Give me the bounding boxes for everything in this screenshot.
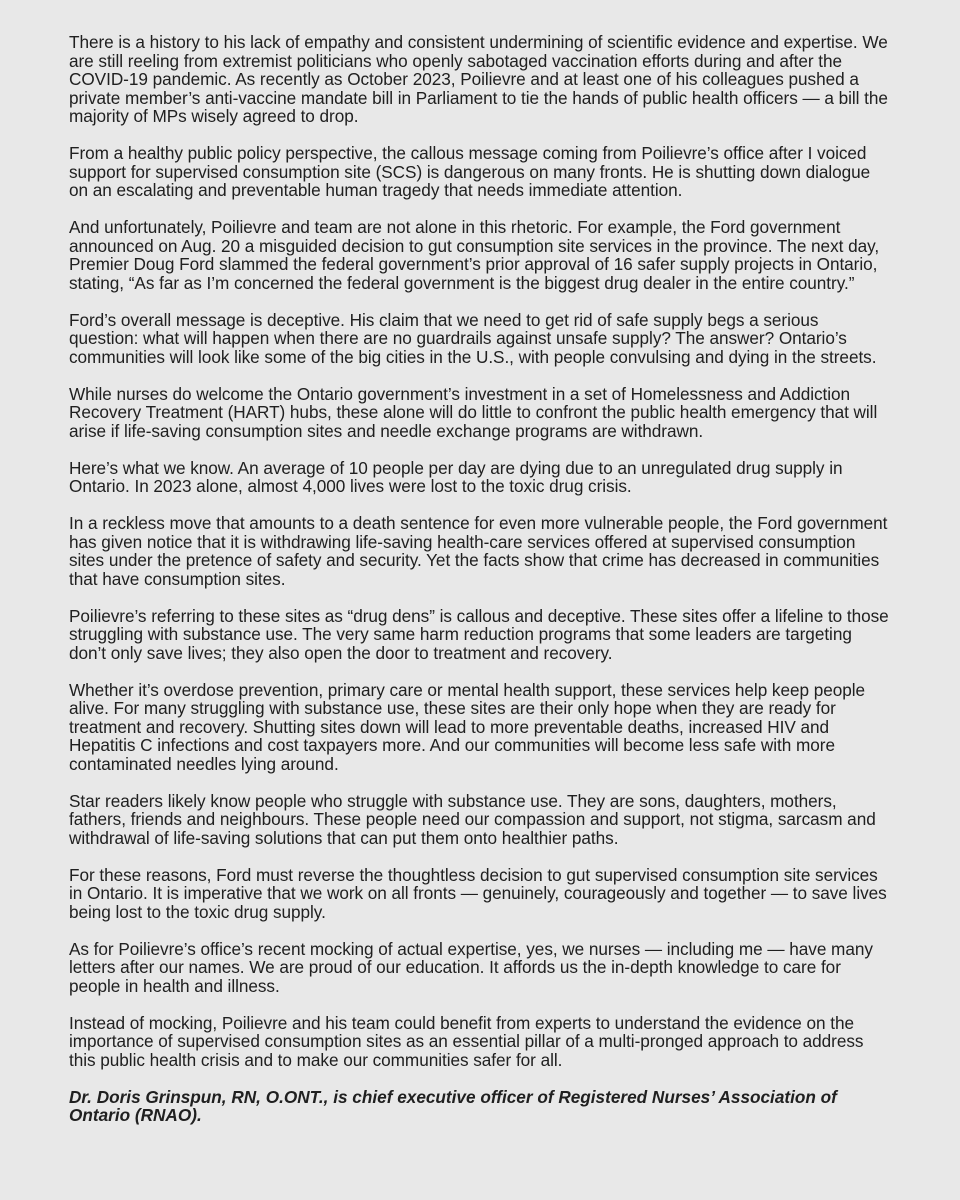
paragraph-12: As for Poilievre’s office’s recent mocking of actual expertise, yes, we nurses — including me — have many letters after our names. We are proud of our education. It affords us the in-depth knowledge to care for people in health and illness. [69,938,873,996]
paragraph-10: Star readers likely know people who struggle with substance use. They are sons, daughters, mothers, fathers, friends and neighbours. These people need our compassion and support, not stigma, sarcasm and withdrawal of life-saving solutions that can put them onto healthier paths. [69,790,876,848]
paragraph-8: Poilievre’s referring to these sites as “drug dens” is callous and deceptive. These sites offer a lifeline to those struggling with substance use. The very same harm reduction programs that some leaders are targeting don’t only save lives; they also open the door to treatment and recovery. [69,605,889,663]
author-byline: Dr. Doris Grinspun, RN, O.ONT., is chief executive officer of Registered Nurses’ Association of Ontario (RNAO). [69,1086,837,1125]
paragraph-4: Ford’s overall message is deceptive. His claim that we need to get rid of safe supply begs a serious question: what will happen when there are no guardrails against unsafe supply? The answer? Ontario’s communities will look like some of the big cities in the U.S., with people convulsing and dying in the streets. [69,309,877,367]
paragraph-2: From a healthy public policy perspective, the callous message coming from Poilievre’s office after I voiced support for supervised consumption site (SCS) is dangerous on many fronts. He is shutting down dialogue on an escalating and preventable human tragedy that needs immediate attention. [69,143,871,200]
paragraph-7: In a reckless move that amounts to a death sentence for even more vulnerable people, the Ford government has given notice that it is withdrawing life-saving health-care services offered at supervised consumption sites under the pretence of safety and security. Yet the facts show that crime has decreased in communities that have consumption sites. [69,513,888,589]
paragraph-11: For these reasons, Ford must reverse the thoughtless decision to gut supervised consumption site services in Ontario. It is imperative that we work on all fronts — genuinely, courageously and together — to save lives being lost to the toxic drug supply. [69,864,887,922]
paragraph-5: While nurses do welcome the Ontario government’s investment in a set of Homelessness and Addiction Recovery Treatment (HART) hubs, these alone will do little to confront the public health emergency that will arise if life-saving consumption sites and needle exchange programs are withdrawn. [69,383,878,441]
paragraph-9: Whether it’s overdose prevention, primary care or mental health support, these services help keep people alive. For many struggling with substance use, these sites are their only hope when they are ready for treatment and recovery. Shutting sites down will lead to more preventable deaths, increased HIV and Hepatitis C infections and cost taxpayers more. And our communities will become less safe with more contaminated needles lying around. [69,679,866,774]
paragraph-1: There is a history to his lack of empathy and consistent undermining of scientific evidence and expertise. We are still reeling from extremist politicians who openly sabotaged vaccination efforts during and after the COVID-19 pandemic. As recently as October 2023, Poilievre and at least one of his colleagues pushed a private member’s anti-vaccine mandate bill in Parliament to tie the hands of public health officers — a bill the majority of MPs wisely agreed to drop. [69,32,888,126]
paragraph-6: Here’s what we know. An average of 10 people per day are dying due to an unregulated drug supply in Ontario. In 2023 alone, almost 4,000 lives were lost to the toxic drug crisis. [69,457,843,496]
paragraph-3: And unfortunately, Poilievre and team are not alone in this rhetoric. For example, the Ford government announced on Aug. 20 a misguided decision to gut consumption site services in the province. The next day, Premier Doug Ford slammed the federal government’s prior approval of 16 safer supply projects in Ontario, stating, “As far as I’m concerned the federal government is the biggest drug dealer in the entire country.” [69,217,880,293]
paragraph-13: Instead of mocking, Poilievre and his team could benefit from experts to understand the evidence on the importance of supervised consumption sites as an essential pillar of a multi-pronged approach to address this public health crisis and to make our communities safer for all. [69,1012,864,1070]
